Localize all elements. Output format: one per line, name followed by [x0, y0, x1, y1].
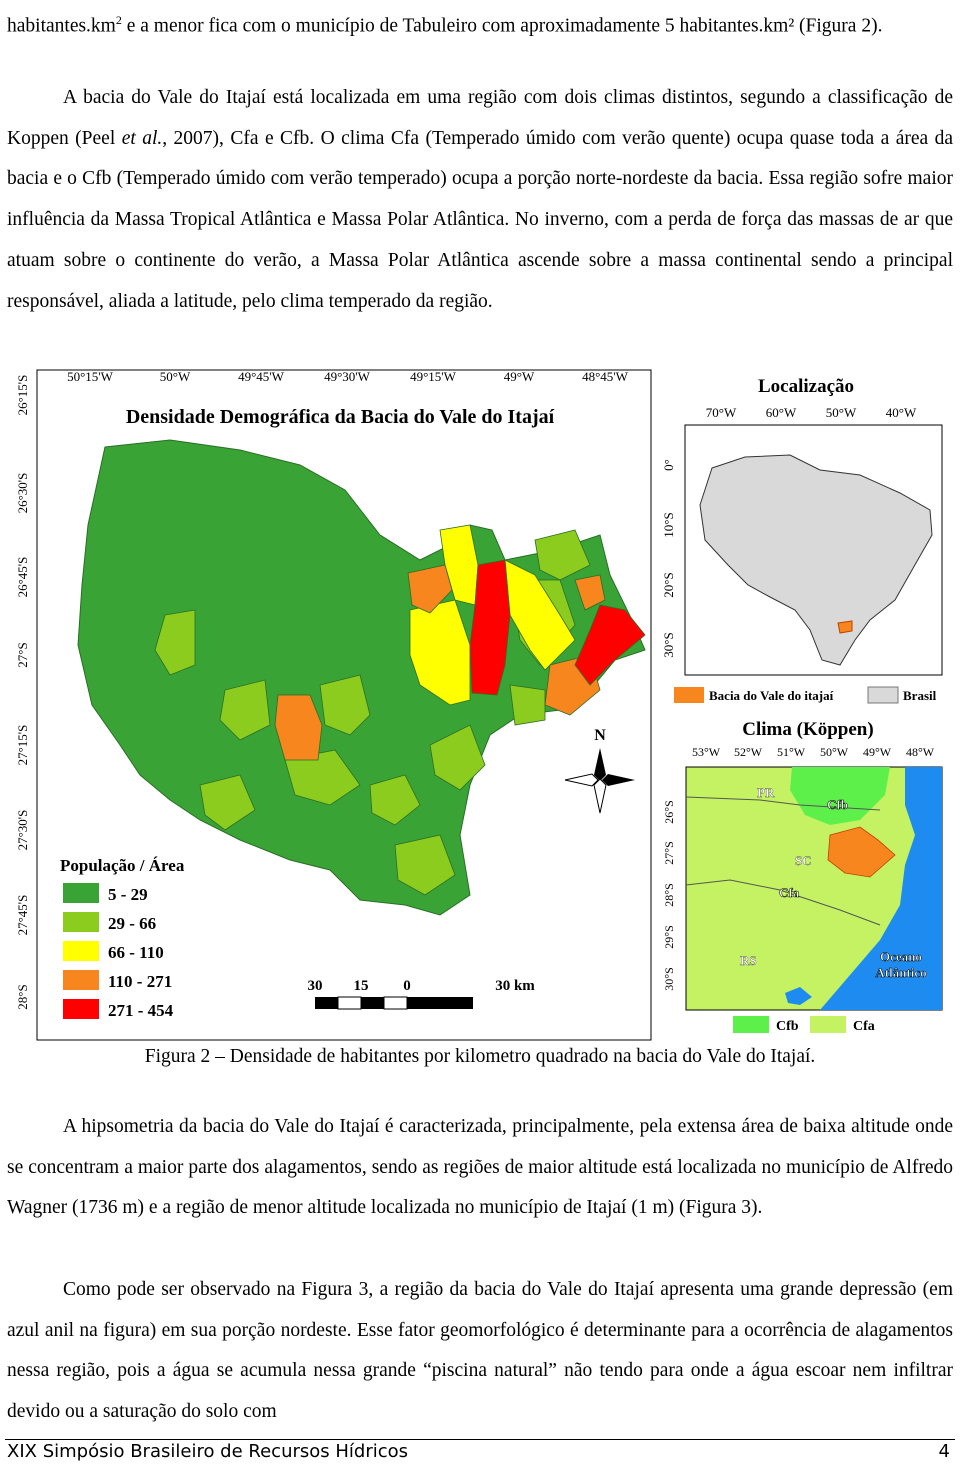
- tick-label: 27°45'S: [15, 894, 30, 936]
- text-run: habitantes.km: [7, 15, 116, 37]
- legend-label: Cfb: [776, 1019, 799, 1034]
- legend-label: Cfa: [853, 1019, 875, 1034]
- legend-label: Brasil: [903, 688, 937, 703]
- superscript: 2: [115, 13, 122, 27]
- legend-swatch: [674, 687, 704, 703]
- location-map-title: Localização: [757, 376, 855, 397]
- tick-label: 60°W: [765, 405, 797, 420]
- tick-label: 29°S: [662, 925, 676, 949]
- tick-label: 20°S: [661, 572, 676, 598]
- footer-conference: XIX Simpósio Brasileiro de Recursos Hídricos: [7, 1441, 409, 1462]
- tick-label: 49°W: [503, 369, 535, 384]
- tick-label: 26°15'S: [15, 374, 30, 416]
- legend-swatch: [733, 1016, 769, 1033]
- tick-label: 50°W: [819, 745, 849, 759]
- legend-label: 29 - 66: [108, 914, 157, 933]
- text-run: A bacia do Vale do Itajaí está localizada em uma região com dois climas distintos, segundo a classificação de Koppen (Peel: [7, 87, 953, 149]
- text-run: , 2007), Cfa e Cfb. O clima Cfa (Temperado úmido com verão quente) ocupa quase toda a área da bacia e o Cfb (Temperado úmido com verão temperado) ocupa a porção norte-nordeste da bacia. Essa região sofre maior influência da Massa Tropical Atlântica e Massa Polar Atlântica. No inverno, com a perda de força das massas de ar que atuam sobre o continente do verão, a Massa Polar Atlântica ascende sobre a massa continental sendo a principal responsável, aliada a latitude, pelo clima temperado da região.: [7, 127, 953, 312]
- paragraph-depression: Como pode ser observado na Figura 3, a região da bacia do Vale do Itajaí apresenta uma grande depressão (em azul anil na figura) em sua porção nordeste. Esse fator geomorfológico é determinante para a ocorrência de alagamentos nessa região, pois a água se acumula nessa grande “piscina natural” não tendo para onde a água escoar nem infiltrar devido ou a saturação do solo com: [7, 1279, 953, 1423]
- north-label: N: [594, 727, 606, 744]
- tick-label: 53°W: [691, 745, 721, 759]
- location-map: [661, 376, 942, 703]
- tick-label: 48°45'W: [582, 369, 628, 384]
- tick-label: 49°15'W: [410, 369, 456, 384]
- legend-label: Bacia do Vale do itajaí: [709, 688, 834, 703]
- tick-label: 26°S: [662, 800, 676, 824]
- page-number: 4: [938, 1441, 950, 1462]
- text-run: e a menor fica com o município de Tabuleiro com aproximadamente 5 habitantes.km² (Figura 2).: [121, 15, 883, 37]
- tick-label: 26°30'S: [15, 472, 30, 514]
- legend-swatch: [810, 1016, 846, 1033]
- legend-label: 271 - 454: [108, 1001, 174, 1020]
- state-label: PR: [757, 785, 775, 800]
- tick-label: 28°S: [662, 883, 676, 907]
- tick-label: 10°S: [661, 512, 676, 538]
- legend-label: 66 - 110: [108, 943, 164, 962]
- tick-label: 26°45'S: [15, 556, 30, 598]
- tick-label: 27°S: [662, 841, 676, 865]
- legend-label: 110 - 271: [108, 972, 173, 991]
- tick-label: 0°: [661, 459, 676, 471]
- tick-label: 50°W: [825, 405, 857, 420]
- tick-label: 70°W: [705, 405, 737, 420]
- tick-label: 27°15'S: [15, 724, 30, 766]
- tick-label: 51°W: [776, 745, 806, 759]
- municipality-29-66: [510, 685, 545, 725]
- tick-label: 50°W: [159, 369, 191, 384]
- figure-caption: Figura 2 – Densidade de habitantes por kilometro quadrado na bacia do Vale do Itajaí.: [144, 1046, 816, 1067]
- figure-svg: [0, 365, 960, 1045]
- paragraph-hypsometry: A hipsometria da bacia do Vale do Itajaí é caracterizada, principalmente, pela extensa área de baixa altitude onde se concentram a maior parte dos alagamentos, sendo as regiões de maior altitude está localizada no município de Alfredo Wagner (1736 m) e a região de menor altitude localizada no município de Itajaí (1 m) (Figura 3).: [7, 1116, 953, 1219]
- climate-label: Cfb: [827, 797, 848, 812]
- legend-title: População / Área: [60, 856, 185, 875]
- legend-swatch: [63, 912, 99, 932]
- tick-label: 30°S: [661, 632, 676, 658]
- tick-label: 28°S: [15, 984, 30, 1010]
- paragraph-climate: [7, 78, 953, 322]
- ocean-label: Atlântico: [875, 965, 927, 980]
- tick-label: 27°S: [15, 642, 30, 668]
- climate-label: Cfa: [779, 885, 800, 900]
- ocean-label: Oceano: [880, 949, 922, 964]
- paragraph-continuation: [7, 0, 953, 47]
- legend-swatch: [63, 883, 99, 903]
- state-label: SC: [795, 853, 812, 868]
- tick-label: 50°15'W: [67, 369, 113, 384]
- state-label: RS: [740, 953, 757, 968]
- tick-label: 52°W: [733, 745, 763, 759]
- scale-label: 15: [353, 978, 369, 994]
- footer-rule: [5, 1439, 955, 1440]
- legend-swatch: [63, 999, 99, 1019]
- legend-label: 5 - 29: [108, 885, 148, 904]
- main-map-title: Densidade Demográfica da Bacia do Vale do Itajaí: [125, 406, 555, 428]
- tick-label: 49°45'W: [238, 369, 284, 384]
- scale-label: 30: [307, 978, 323, 994]
- main-map-left-ticks: [15, 375, 30, 1010]
- tick-label: 49°30'W: [324, 369, 370, 384]
- tick-label: 27°30'S: [15, 809, 30, 851]
- scale-label: 30 km: [495, 978, 535, 994]
- legend-swatch: [63, 941, 99, 961]
- basin-location: [838, 621, 852, 633]
- tick-label: 49°W: [862, 745, 892, 759]
- tick-label: 40°W: [885, 405, 917, 420]
- tick-label: 48°W: [905, 745, 935, 759]
- italic-citation: et al.: [121, 127, 163, 149]
- legend-swatch: [868, 687, 898, 703]
- climate-map-title: Clima (Köppen): [742, 719, 874, 740]
- figure-2: [0, 365, 960, 1045]
- legend-swatch: [63, 970, 99, 990]
- climate-map: [662, 719, 942, 1034]
- scale-label: 0: [403, 978, 411, 994]
- tick-label: 30°S: [662, 967, 676, 991]
